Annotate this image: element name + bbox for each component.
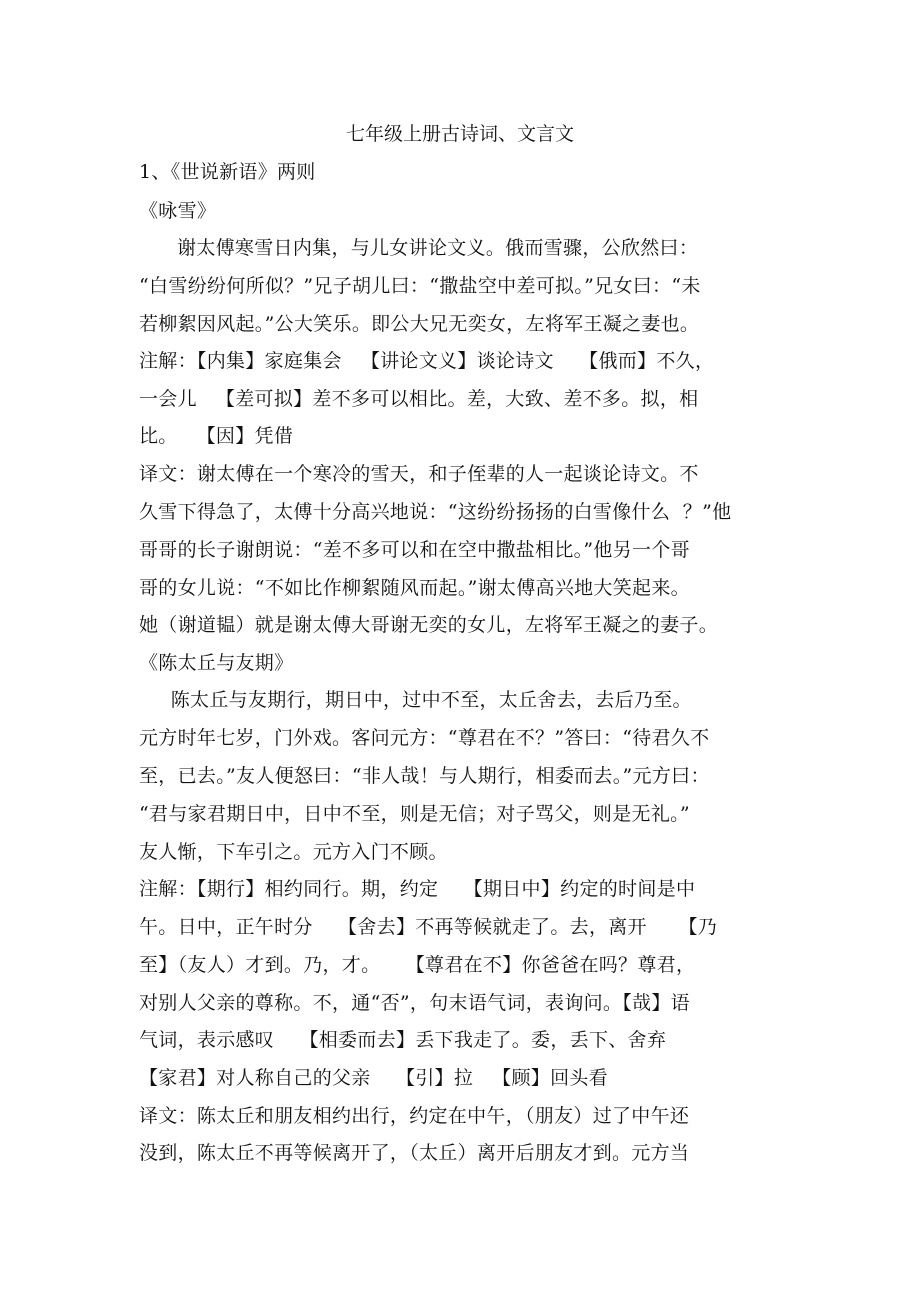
text-line: 比。 【因】凭借 <box>139 425 294 447</box>
text-line: 她（谢道韫）就是谢太傅大哥谢无奕的女儿，左将军王凝之的妻子。 <box>139 614 719 636</box>
text-line: 谢太傅寒雪日内集，与儿女讲论文义。俄而雪骤，公欣然曰： <box>139 237 699 259</box>
text-line: 哥哥的长子谢朗说：“差不多可以和在空中撒盐相比。”他另一个哥 <box>139 539 690 561</box>
section-heading: 1、《世说新语》两则 <box>139 161 316 183</box>
page-title: 七年级上册古诗词、文言文 <box>345 123 574 145</box>
subsection-heading: 《咏雪》 <box>139 200 217 222</box>
text-line: 没到，陈太丘不再等候离开了，（太丘）离开后朋友才到。元方当 <box>139 1142 690 1164</box>
text-line: 注解：【期行】相约同行。期，约定 【期日中】约定的时间是中 <box>139 878 696 900</box>
text-line: 午。日中，正午时分 【舍去】不再等候就走了。去，离开 【乃 <box>139 916 718 938</box>
text-line: 至，已去。”友人便怒曰：“非人哉！与人期行，相委而去。”元方曰： <box>139 765 710 787</box>
text-line: 至】（友人）才到。乃，才。 【尊君在不】你爸爸在吗？尊君， <box>139 954 696 976</box>
text-line: 译文：谢太傅在一个寒冷的雪天，和子侄辈的人一起谈论诗文。不 <box>139 463 699 485</box>
text-line: 陈太丘与友期行，期日中，过中不至，太丘舍去，去后乃至。 <box>139 689 692 711</box>
text-line: 久雪下得急了，太傅十分高兴地说：“这纷纷扬扬的白雪像什么 ？”他 <box>139 501 732 523</box>
text-line: “君与家君期日中，日中不至，则是无信；对子骂父，则是无礼。” <box>139 803 690 825</box>
text-line: 对别人父亲的尊称。不，通“否”，句末语气词，表询问。【哉】语 <box>139 992 690 1014</box>
subsection-heading: 《陈太丘与友期》 <box>139 652 294 674</box>
text-line: 友人惭，下车引之。元方入门不顾。 <box>139 841 448 863</box>
text-line: 【家君】对人称自己的父亲 【引】拉 【顾】回头看 <box>139 1067 608 1089</box>
text-line: 译文：陈太丘和朋友相约出行，约定在中午，（朋友）过了中午还 <box>139 1105 690 1127</box>
text-line: 一会儿 【差可拟】差不多可以相比。差，大致、差不多。拟，相 <box>139 388 699 410</box>
text-line: 注解：【内集】家庭集会 【讲论文义】谈论诗文 【俄而】不久， <box>139 350 715 372</box>
text-line: “白雪纷纷何所似？”兄子胡儿曰：“撒盐空中差可拟。”兄女曰：“未 <box>139 275 701 297</box>
text-line: 若柳絮因风起。”公大笑乐。即公大兄无奕女，左将军王凝之妻也。 <box>139 313 700 335</box>
text-line: 元方时年七岁，门外戏。客问元方：“尊君在不？”答曰：“待君久不 <box>139 727 710 749</box>
text-line: 气词，表示感叹 【相委而去】丢下我走了。委，丢下、舍弃 <box>139 1029 667 1051</box>
text-line: 哥的女儿说：“不如比作柳絮随风而起。”谢太傅高兴地大笑起来。 <box>139 577 690 599</box>
